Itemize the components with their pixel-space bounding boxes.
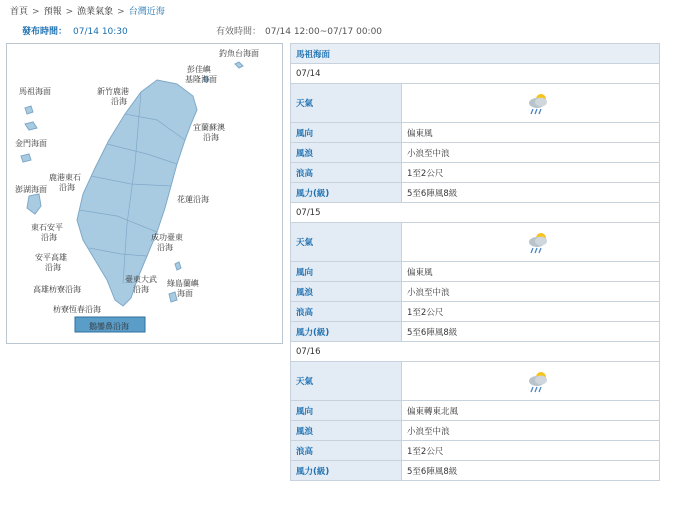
wind-force-label: 風力(級) <box>291 322 402 342</box>
region-label-anping-2[interactable]: 沿海 <box>45 263 61 272</box>
region-label-mazu[interactable]: 馬祖海面 <box>19 87 51 96</box>
mazu-island[interactable] <box>25 106 33 114</box>
wind-force-label: 風力(級) <box>291 183 402 203</box>
region-label-chenggong[interactable]: 成功臺東 <box>151 233 183 242</box>
region-label-lukang-2[interactable]: 沿海 <box>59 183 75 192</box>
lanyu-island[interactable] <box>169 292 177 302</box>
valid-time <box>216 24 382 37</box>
region-label-pengjia[interactable]: 彭佳嶼 <box>187 65 211 74</box>
wind-force-value: 5至6陣風8級 <box>402 183 660 203</box>
region-label-hsinchu-2[interactable]: 沿海 <box>111 97 127 106</box>
wave-value: 小浪至中浪 <box>402 143 660 163</box>
wave-value: 小浪至中浪 <box>402 282 660 302</box>
diaoyu-island[interactable] <box>235 62 243 68</box>
wave-height-label: 浪高 <box>291 163 402 183</box>
breadcrumb-marine-link[interactable]: 漁業氣象 <box>77 7 114 17</box>
weather-label: 天氣 <box>291 84 402 123</box>
breadcrumb-separator: > <box>117 7 125 17</box>
breadcrumb-current: 台灣近海 <box>128 7 165 17</box>
region-label-ludao[interactable]: 綠島蘭嶼 <box>167 279 199 288</box>
region-label-keelung[interactable]: 基隆海面 <box>185 75 217 84</box>
wind-force-value: 5至6陣風8級 <box>402 322 660 342</box>
breadcrumb-separator: > <box>32 7 40 17</box>
weather-label: 天氣 <box>291 223 402 262</box>
region-label-eluanbi[interactable]: 鵝鑾鼻沿海 <box>89 322 129 331</box>
publish-time-value: 07/14 10:30 <box>73 27 128 37</box>
wave-value: 小浪至中浪 <box>402 421 660 441</box>
region-label-chenggong-2[interactable]: 沿海 <box>157 243 173 252</box>
region-label-dongshi[interactable]: 東石安平 <box>31 223 63 232</box>
wave-height-value: 1至2公尺 <box>402 163 660 183</box>
wind-direction-value: 偏東風 <box>402 123 660 143</box>
wind-force-label: 風力(級) <box>291 461 402 481</box>
forecast-region-title: 馬祖海面 <box>291 44 660 64</box>
region-label-kinmen[interactable]: 金門海面 <box>15 139 47 148</box>
cloudy-rain-icon <box>525 368 551 394</box>
region-label-hsinchu[interactable]: 新竹鹿港 <box>97 87 129 96</box>
breadcrumb-separator: > <box>65 7 74 17</box>
kinmen-island[interactable] <box>21 154 31 162</box>
wave-label: 風浪 <box>291 143 402 163</box>
cloudy-rain-icon <box>525 90 551 116</box>
region-label-penghu[interactable]: 澎湖海面 <box>15 185 47 194</box>
region-label-hualien[interactable]: 花蓮沿海 <box>177 195 209 204</box>
publish-time-label: 發布時間： <box>22 27 68 37</box>
mazu-island-2[interactable] <box>25 122 37 130</box>
taiwan-sea-map <box>6 43 283 344</box>
wave-height-value: 1至2公尺 <box>402 441 660 461</box>
taiwan-map-svg <box>7 44 282 343</box>
wave-label: 風浪 <box>291 282 402 302</box>
wave-height-label: 浪高 <box>291 441 402 461</box>
weather-label: 天氣 <box>291 362 402 401</box>
region-label-yilan-2[interactable]: 沿海 <box>203 133 219 142</box>
forecast-date: 07/15 <box>291 203 660 223</box>
region-label-yilan[interactable]: 宜蘭蘇澳 <box>193 123 225 132</box>
wave-height-value: 1至2公尺 <box>402 302 660 322</box>
forecast-date: 07/14 <box>291 64 660 84</box>
region-label-kaohsiung[interactable]: 高雄枋寮沿海 <box>33 285 81 294</box>
wind-direction-label: 風向 <box>291 401 402 421</box>
wave-height-label: 浪高 <box>291 302 402 322</box>
region-label-diaoyu[interactable]: 釣魚台海面 <box>219 49 259 58</box>
wind-direction-value: 偏東轉東北風 <box>402 401 660 421</box>
publish-time <box>22 24 128 37</box>
taiwan-island-shape[interactable] <box>77 80 197 306</box>
breadcrumb <box>10 4 165 17</box>
breadcrumb-forecast-link[interactable]: 預報 <box>43 7 62 17</box>
region-label-fangliao[interactable]: 枋寮恆春沿海 <box>53 305 101 314</box>
forecast-date: 07/16 <box>291 342 660 362</box>
wind-direction-label: 風向 <box>291 123 402 143</box>
region-label-lukang[interactable]: 鹿港東石 <box>49 173 81 182</box>
ludao-island[interactable] <box>175 262 181 270</box>
valid-time-label: 有效時間： <box>216 27 262 37</box>
wind-force-value: 5至6陣風8級 <box>402 461 660 481</box>
region-label-dongshi-2[interactable]: 沿海 <box>41 233 57 242</box>
penghu-island[interactable] <box>27 194 41 214</box>
wind-direction-label: 風向 <box>291 262 402 282</box>
forecast-table <box>290 43 660 481</box>
breadcrumb-home-link[interactable]: 首頁 <box>10 7 29 17</box>
region-label-taitung-2[interactable]: 沿海 <box>133 285 149 294</box>
valid-time-value: 07/14 12:00~07/17 00:00 <box>265 27 383 37</box>
region-label-taitung[interactable]: 臺東大武 <box>125 275 157 284</box>
wave-label: 風浪 <box>291 421 402 441</box>
wind-direction-value: 偏東風 <box>402 262 660 282</box>
region-label-anping[interactable]: 安平高雄 <box>35 253 67 262</box>
cloudy-rain-icon <box>525 229 551 255</box>
region-label-ludao-2[interactable]: 海面 <box>177 289 193 298</box>
